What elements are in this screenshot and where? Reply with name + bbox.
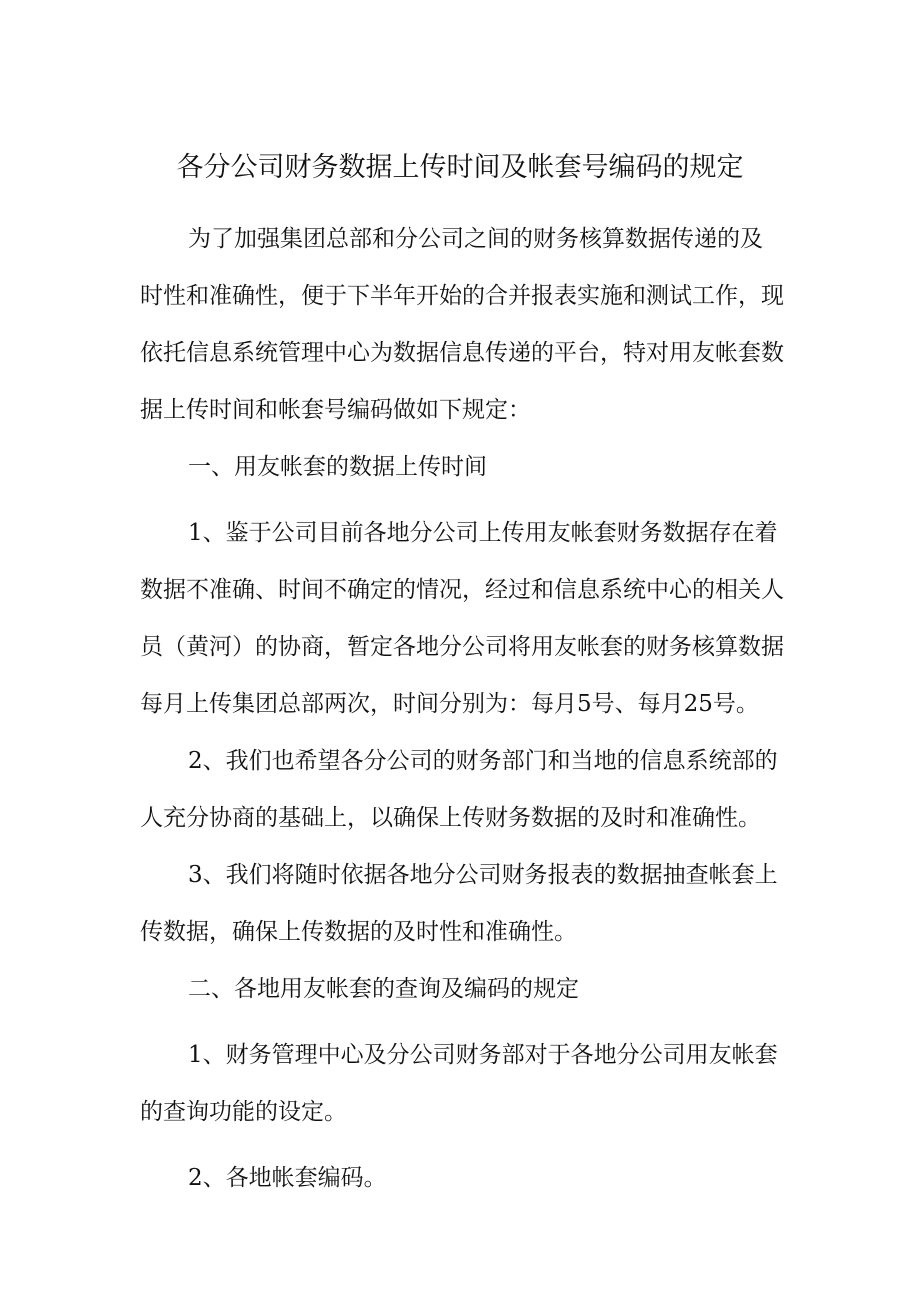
- paragraph-item-1-3: [140, 847, 790, 961]
- paragraph-intro: [140, 211, 790, 439]
- paragraph-item-1-2: [140, 733, 790, 847]
- paragraph-item-2-1: [140, 1027, 790, 1141]
- paragraph-line: 员（黄河）的协商，暂定各地分公司将用友帐套的财务核算数据: [140, 634, 784, 660]
- paragraph-item-2-2: [140, 1150, 790, 1207]
- paragraph-line: 时性和准确性，便于下半年开始的合并报表实施和测试工作，现: [140, 283, 784, 309]
- paragraph-item-1-1: [140, 505, 790, 733]
- document-title: 各分公司财务数据上传时间及帐套号编码的规定: [176, 152, 744, 183]
- paragraph-line: 1、财务管理中心及分公司财务部对于各地分公司用友帐套: [188, 1042, 778, 1068]
- paragraph-line: 1、鉴于公司目前各地分公司上传用友帐套财务数据存在着: [188, 520, 778, 546]
- paragraph-line: 每月上传集团总部两次，时间分别为：每月5号、每月25号。: [140, 691, 759, 717]
- section-heading: 二、各地用友帐套的查询及编码的规定: [188, 976, 579, 1002]
- paragraph-line: 依托信息系统管理中心为数据信息传递的平台，特对用友帐套数: [140, 340, 784, 366]
- paragraph-line: 传数据，确保上传数据的及时性和准确性。: [140, 919, 577, 945]
- section-heading: 一、用友帐套的数据上传时间: [188, 454, 487, 480]
- paragraph-line: 2、各地帐套编码。: [188, 1165, 387, 1191]
- paragraph-line: 人充分协商的基础上，以确保上传财务数据的及时和准确性。: [140, 805, 761, 831]
- section-heading-2: [140, 961, 790, 1018]
- paragraph-line: 的查询功能的设定。: [140, 1099, 347, 1125]
- paragraph-line: 3、我们将随时依据各地分公司财务报表的数据抽查帐套上: [188, 862, 778, 888]
- paragraph-line: 数据不准确、时间不确定的情况，经过和信息系统中心的相关人: [140, 577, 784, 603]
- document-body: [140, 211, 790, 1207]
- paragraph-line: 为了加强集团总部和分公司之间的财务核算数据传递的及: [188, 226, 763, 252]
- section-heading-1: [140, 439, 790, 496]
- paragraph-line: 据上传时间和帐套号编码做如下规定：: [140, 397, 531, 423]
- paragraph-line: 2、我们也希望各分公司的财务部门和当地的信息系统部的: [188, 748, 778, 774]
